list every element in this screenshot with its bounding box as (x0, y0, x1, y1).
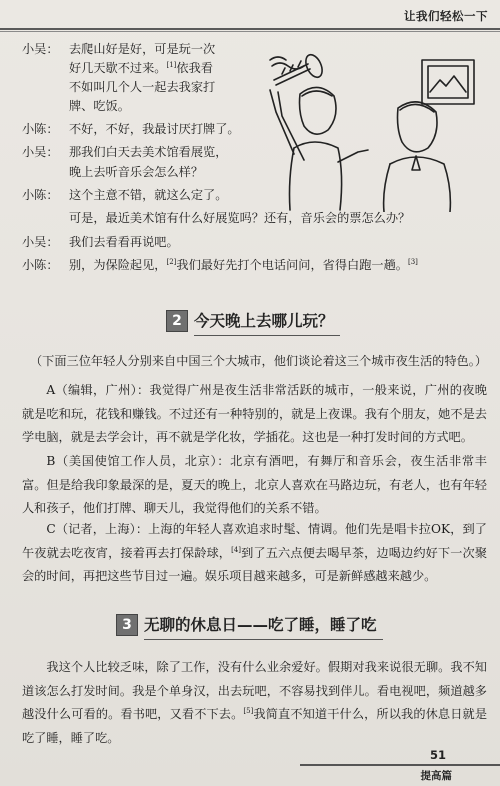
speaker-label: 小吴： (22, 145, 59, 159)
dialogue-line-4 (22, 97, 130, 116)
section-2-paragraph-b: B（美国使馆工作人员，北京）：北京有酒吧，有舞厅和音乐会，夜生活非常丰富。但是给我印象最深的是，夏天的晚上，北京人喜欢在马路边玩，有老人，也有年轻人和孩子，他们打牌、聊天儿，我觉得他们的关系不错。 (22, 454, 487, 515)
speaker-label: 小吴： (22, 235, 59, 249)
dialogue-line-8 (22, 186, 227, 205)
dialogue-text: 依我看 (176, 61, 213, 75)
dialogue-text: 好几天歇不过来。 (69, 61, 167, 75)
paragraph-text: 到了五六点便去喝早茶，边喝边约好下一次聚会的时间，再把这些节目过一遍。娱乐项目越来越多，可是新鲜感越来越少。 (22, 545, 488, 583)
dialogue-text: 晚上去听音乐会怎么样？ (69, 165, 204, 179)
dialogue-line-2 (22, 59, 213, 78)
section-3-paragraph (22, 656, 487, 750)
dialogue-line-11 (22, 256, 418, 275)
section-2-paragraph-c (22, 518, 487, 589)
footnote-ref: [1] (166, 61, 177, 69)
speaker-label: 小陈： (22, 258, 59, 272)
dialogue-line-3 (22, 78, 215, 97)
paragraph-text: C（记者，上海）：上海的年轻人喜欢追求时髦、情调。他们先是唱卡拉OK，到了午夜就去吃夜宵，接着再去打保龄球， (22, 522, 487, 560)
footnote-ref: [3] (407, 258, 418, 266)
paragraph-text: 我简直不知道干什么，所以我的休息日就是吃了睡，睡了吃。 (22, 707, 488, 745)
illustration-two-men (248, 52, 488, 212)
dialogue-text: 别，为保险起见， (69, 258, 167, 272)
footnote-ref: [5] (243, 707, 254, 715)
section-title: 今天晚上去哪儿玩？ (194, 309, 334, 333)
dialogue-text: 那我们白天去美术馆看展览， (69, 145, 228, 159)
dialogue-line-5 (22, 120, 240, 139)
running-header-title: 让我们轻松一下 (404, 9, 488, 23)
section-3-heading (116, 613, 377, 637)
section-2-paragraph-a: A（编辑，广州）：我觉得广州是夜生活非常活跃的城市，一般来说，广州的夜晚就是吃和玩，花钱和赚钱。不过还有一种特别的，就是上夜课。我有个朋友，她不是去学电脑，就是去学会计，再不就是学化妆，学插花。这也是一种打发时间的方式吧。 (22, 383, 487, 444)
speaker-label: 小吴： (22, 42, 59, 56)
header-rule (0, 28, 500, 30)
dialogue-text: 我们最好先打个电话问问，省得白跑一趟。 (176, 258, 408, 272)
speaker-label: 小陈： (22, 122, 59, 136)
trumpet-icon (303, 52, 326, 80)
dialogue-text: 我们去看看再说吧。 (69, 235, 179, 249)
section-number-badge: 3 (116, 614, 138, 636)
dialogue-line-1 (22, 40, 215, 59)
dialogue-line-6 (22, 143, 227, 162)
dialogue-text: 不好，不好，我最讨厌打牌了。 (69, 122, 240, 136)
dialogue-text: 可是，最近美术馆有什么好展览吗？还有，音乐会的票怎么办？ (69, 211, 411, 225)
dialogue-line-7 (22, 163, 203, 182)
section-2-intro: （下面三位年轻人分别来自中国三个大城市，他们谈论着这三个城市夜生活的特色。） (30, 354, 488, 368)
section-2-heading (166, 309, 334, 333)
section-number-badge: 2 (166, 310, 188, 332)
dialogue-text: 这个主意不错，就这么定了。 (69, 188, 228, 202)
speaker-label: 小陈： (22, 188, 59, 202)
footnote-ref: [4] (231, 545, 242, 554)
dialogue-text: 牌、吃饭。 (69, 99, 130, 113)
section-title: 无聊的休息日——吃了睡，睡了吃 (144, 613, 377, 637)
page-number: 51 (429, 748, 446, 762)
footer-label: 提高篇 (420, 770, 452, 782)
paragraph-text: 我这个人比较乏味，除了工作，没有什么业余爱好。假期对我来说很无聊。我不知道该怎么打发时间。我是个单身汉，出去玩吧，不容易找到伴儿。看电视吧，频道越多越没什么可看的。看书吧，又看不下去。 (22, 660, 487, 721)
dialogue-text: 不如叫几个人一起去我家打 (69, 80, 216, 94)
footer-rule (300, 764, 500, 766)
dialogue-text: 去爬山好是好，可是玩一次 (69, 42, 216, 56)
dialogue-line-10 (22, 233, 179, 252)
footnote-ref: [2] (166, 258, 177, 266)
header-rule-thin (0, 31, 500, 32)
